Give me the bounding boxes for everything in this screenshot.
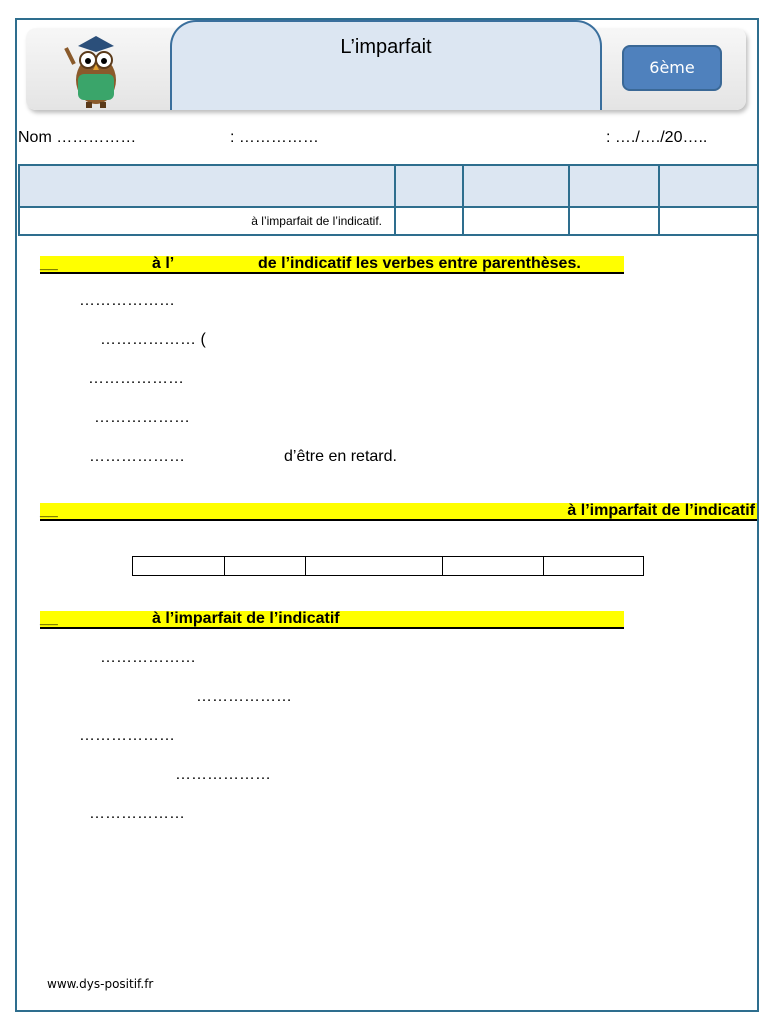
exercise3-line-2[interactable]: ………………	[196, 688, 292, 705]
table-row	[19, 165, 758, 207]
exercise2-instruction: __ à l’imparfait de l’indicatif	[40, 502, 755, 519]
conjugation-grid	[132, 556, 644, 576]
exercise1-instruction: __ à l’ de l’indicatif les verbes entre parenthèses.	[40, 256, 624, 274]
name-field: Nom ……………	[18, 129, 137, 146]
exercise3-line-4[interactable]: ………………	[175, 766, 271, 783]
exercise1-line-2[interactable]: ……………… (	[100, 331, 206, 348]
evaluation-table	[18, 164, 759, 236]
page-title: L’imparfait	[340, 36, 432, 58]
title-box	[170, 20, 602, 110]
table-row	[133, 557, 644, 576]
date-field: : …./…./20…..	[606, 129, 708, 146]
exercise3-line-5[interactable]: ………………	[89, 805, 185, 822]
exercise3-line-1[interactable]: ………………	[100, 649, 196, 666]
exercise3-instruction: __ à l’imparfait de l’indicatif	[40, 611, 624, 629]
exercise1-line-5-suffix: d’être en retard.	[284, 448, 397, 465]
class-field: : ……………	[230, 129, 319, 146]
footer-url[interactable]: www.dys-positif.fr	[47, 977, 154, 991]
table-row	[19, 207, 758, 235]
exercise1-line-1[interactable]: ………………	[79, 292, 175, 309]
exercise3-line-3[interactable]: ………………	[79, 727, 175, 744]
exercise1-line-3[interactable]: ………………	[88, 370, 184, 387]
exercise1-line-5[interactable]: ………………	[89, 448, 185, 465]
competence-label: à l’imparfait de l’indicatif.	[251, 214, 382, 228]
level-badge: 6ème	[622, 45, 722, 91]
owl-mascot-icon	[56, 30, 136, 110]
exercise1-line-4[interactable]: ………………	[94, 409, 190, 426]
